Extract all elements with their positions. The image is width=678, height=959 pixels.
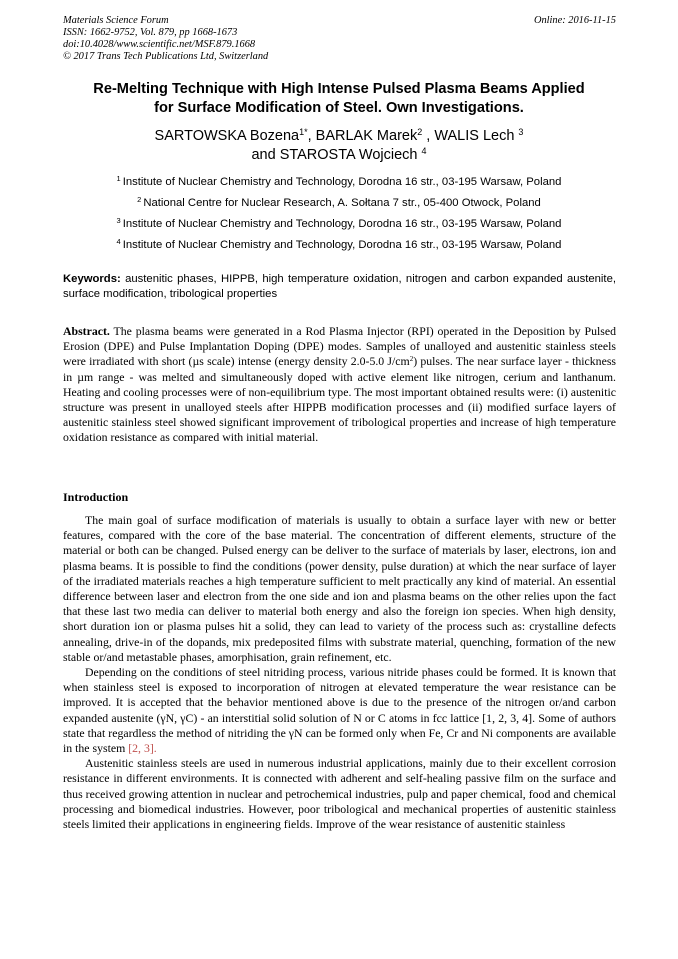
copyright-line: © 2017 Trans Tech Publications Ltd, Switzerland <box>63 51 269 62</box>
keywords-text: austenitic phases, HIPPB, high temperature oxidation, nitrogen and carbon expanded austenite, surface modification, tribological properties <box>63 273 616 300</box>
abstract-text-cont: ) pulses. The near surface layer - thickness in µm range - was melted and simultaneously doped with active element like nitrogen, cerium and lanthanum. Heating and cooling processes were of non-equilibrium type. The most important obtained results were: (i) austenitic structure was present in unalloyed steels after HIPPB modification processes and (ii) modified surface layers of austenitic stainless steel showed significant improvement of tribological properties and increase of high temperature oxidation resistance as compared with initial material. <box>63 354 616 445</box>
author-name: STAROSTA Wojciech <box>279 147 418 163</box>
title-line-1: Re-Melting Technique with High Intense Pulsed Plasma Beams Applied <box>93 81 585 97</box>
paper-title <box>60 80 618 118</box>
abstract-text: The plasma beams were generated in a Rod Plasma Injector (RPI) operated in the Deposition by Pulsed Erosion (DPE) and Pulse Implantation Doping (DPE) modes. Samples of unalloyed and austenitic stainless steels were irradiated with short (µs scale) intense (energy density 2.0-5.0 J/cm <box>63 324 616 369</box>
paragraph: Austenitic stainless steels are used in numerous industrial applications, mainly due to their excellent corrosion resistance in different environments. It is connected with adherent and self-healing passive film on the surface and thus received growing attention in nuclear and petrochemical industries, pulp and paper chemical, food and chemical processing and biomedical industries. However, poor tribological and mechanical properties of austenitic stainless steels limited their applications in engineering fields. Improve of the wear resistance of austenitic stainless <box>63 756 616 832</box>
affiliation-text: Institute of Nuclear Chemistry and Technology, Dorodna 16 str., 03-195 Warsaw, Poland <box>122 176 562 188</box>
running-header <box>63 15 616 63</box>
affiliation-text: Institute of Nuclear Chemistry and Technology, Dorodna 16 str., 03-195 Warsaw, Poland <box>122 239 562 251</box>
affiliation <box>60 237 618 258</box>
affiliation-number: 1 <box>116 174 121 183</box>
keywords-label: Keywords: <box>63 273 121 285</box>
introduction-body <box>63 513 616 832</box>
online-date: Online: 2016-11-15 <box>533 15 616 26</box>
affiliation-number: 3 <box>116 216 121 225</box>
affiliation-text: Institute of Nuclear Chemistry and Technology, Dorodna 16 str., 03-195 Warsaw, Poland <box>122 218 562 230</box>
citation-link[interactable]: [2, 3]. <box>128 741 157 756</box>
affiliation-list <box>60 174 618 258</box>
abstract-label: Abstract. <box>63 324 110 338</box>
affiliation-number: 2 <box>137 195 142 204</box>
authors-line-1: SARTOWSKA Bozena$^{1*}$, BARLAK Marek$^2$ , WALIS Lech $^3$ <box>154 127 524 144</box>
affiliation <box>60 216 618 237</box>
issn-line: ISSN: 1662-9752, Vol. 879, pp 1668-1673 <box>63 27 238 38</box>
paragraph-text: Depending on the conditions of steel nitriding process, various nitride phases could be formed. It is known that when stainless steel is exposed to incorporation of nitrogen at elevated temperature the wear resistance can be improved. It is accepted that the behavior mentioned above is due to the presence of the nitrogen or/and carbon expanded austenite (γN, γC) - an interstitial solid solution of N or C atoms in fcc lattice [1, 2, 3, 4]. Some of authors state that regardless the method of nitriding the γN can be formed only when Fe, Cr and Ni components are available in the system <box>63 665 616 756</box>
doi-line: doi:10.4028/www.scientific.net/MSF.879.1668 <box>63 39 256 50</box>
keywords <box>63 272 616 302</box>
author-list <box>60 127 618 165</box>
author-affil-mark: 1* <box>299 127 308 137</box>
author-joiner: and <box>251 147 276 163</box>
journal-name: Materials Science Forum <box>63 15 169 26</box>
author-affil-mark: 4 <box>421 146 427 156</box>
affiliation <box>60 174 618 195</box>
author-name: SARTOWSKA Bozena <box>154 128 300 144</box>
affiliation-number: 4 <box>116 237 121 246</box>
abstract <box>63 324 616 446</box>
author-name: WALIS Lech <box>434 128 515 144</box>
author-affil-mark: 3 <box>518 127 524 137</box>
paragraph: The main goal of surface modification of materials is usually to obtain a surface layer with new or better features, compared with the core of the base material. The concentration of different elements, structure of the material or both can be changed. Pulsed energy can be deliver to the surface of materials by laser, electrons, ion and plasma beams. It is possible to find the conditions (power density, pulse duration) at which the near surface of layer of the irradiated materials reaches a high temperature sufficient to melt practically any kind of material. An essential difference between laser and electron from the one side and ion and plasma beams on the other relies upon the fact that these last two media can deliver to material both energy and also the foreign ion species. When high density, short duration ion or plasma pulses hit a solid, they can lead to variety of the process such as: crystalline defects annealing, drive-in of the dopands, mix predeposited films with substrate material, quenching, formation of the new stable or/and metastable phases, amorphisation, grain refinement, etc. <box>63 513 616 664</box>
affiliation-text: National Centre for Nuclear Research, A. Sołtana 7 str., 05-400 Otwock, Poland <box>143 197 541 209</box>
section-heading-introduction: Introduction <box>63 490 129 504</box>
abstract-superscript: 2 <box>409 355 414 364</box>
author-affil-mark: 2 <box>417 127 423 137</box>
affiliation <box>60 195 618 216</box>
author-name: BARLAK Marek <box>315 128 418 144</box>
authors-line-2 <box>60 146 618 165</box>
title-line-2: for Surface Modification of Steel. Own Investigations. <box>154 100 524 116</box>
paragraph <box>63 665 616 756</box>
